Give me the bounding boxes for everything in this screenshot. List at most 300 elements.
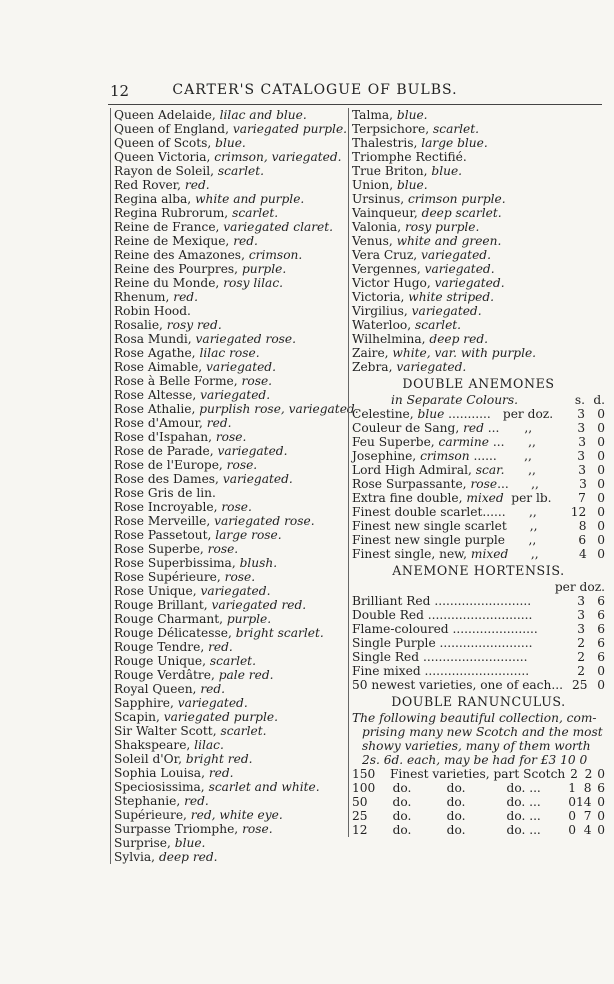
variety-name: Regina alba, [114, 192, 192, 206]
variety-name: Rose Altesse, [114, 388, 197, 402]
hortensis-name: Double Red ........................... [352, 608, 533, 622]
variety-name: Rose Unique, [114, 584, 197, 598]
ditto: do. [446, 781, 466, 795]
list-item [114, 724, 344, 738]
variety-name: Stephanie, [114, 794, 181, 808]
double-anemones-subheader [352, 393, 605, 407]
col-d-label: d. [593, 393, 605, 407]
variety-name: Rose à Belle Forme, [114, 374, 238, 388]
quantity: 12 [352, 823, 368, 837]
variety-name: Valonia, [352, 220, 402, 234]
list-item [114, 220, 344, 234]
price-shillings: 3 [578, 463, 587, 477]
table-row [352, 491, 605, 505]
list-item [114, 402, 359, 416]
variety-name: Scapin, [114, 710, 160, 724]
variety-description: variegated. [206, 360, 276, 374]
variety-description: purple. [241, 262, 287, 276]
anemone-unit: ,, [528, 505, 537, 519]
list-item [114, 766, 344, 780]
variety-name: Rose d'Ispahan, [114, 430, 212, 444]
ditto: do. [446, 809, 466, 823]
variety-description: lilac. [194, 738, 224, 752]
variety-name: Rouge Verdâtre, [114, 668, 215, 682]
variety-name: Reine du Monde, [114, 276, 220, 290]
variety-description: red, white eye. [190, 808, 283, 822]
variety-name: Queen Adelaide, [114, 108, 216, 122]
list-item [114, 416, 344, 430]
variety-name: Reine des Amazones, [114, 248, 245, 262]
anemone-variety: Rose Surpassante, [352, 477, 467, 491]
variety-description: white and green. [396, 234, 502, 248]
price-pence: 0 [597, 421, 605, 435]
list-item [114, 164, 344, 178]
double-ranunculus-heading: DOUBLE RANUNCULUS. [391, 694, 566, 709]
anemone-variety: Lord High Admiral, [352, 463, 472, 477]
list-item [352, 220, 605, 234]
variety-name: Rose des Dames, [114, 472, 219, 486]
list-item [114, 640, 344, 654]
price-shillings: 4 [583, 823, 592, 837]
list-item [352, 164, 605, 178]
list-item [114, 122, 348, 136]
variety-description: rosy red. [166, 318, 222, 332]
anemone-colour: red [463, 421, 484, 435]
variety-description: rose. [207, 542, 239, 556]
list-item [114, 486, 344, 500]
anemone-name [352, 449, 499, 463]
variety-description: red. [208, 766, 234, 780]
anemone-hortensis-list [352, 594, 605, 692]
leader-dots: ... [497, 477, 509, 491]
variety-name: Rose Incroyable, [114, 500, 218, 514]
table-row [352, 608, 605, 622]
right-varieties-list [352, 108, 605, 374]
list-item [114, 290, 344, 304]
variety-name: Vera Cruz, [352, 248, 418, 262]
variety-description: red. [206, 416, 232, 430]
variety-name: Robin Hood. [114, 304, 191, 318]
variety-description: pale red. [218, 668, 274, 682]
variety-name: Terpsichore, [352, 122, 430, 136]
anemone-variety: Couleur de Sang, [352, 421, 460, 435]
hortensis-name: 50 newest varieties, one of each... [352, 678, 563, 692]
price-shillings: 4 [578, 547, 587, 561]
leader-dots: ... [488, 435, 505, 449]
leader-dots: ...... [469, 449, 497, 463]
table-row [352, 463, 605, 477]
row-description: Finest varieties, part Scotch [389, 767, 566, 781]
list-item [114, 262, 344, 276]
anemone-hortensis-unit: per doz. [554, 580, 605, 594]
price-pounds: 1 [568, 781, 577, 795]
price-shillings: 2 [584, 767, 593, 781]
list-item [352, 290, 605, 304]
variety-description: deep red. [158, 850, 218, 864]
variety-description: variegated. [222, 472, 293, 486]
list-item [114, 584, 344, 598]
list-item [114, 794, 344, 808]
variety-name: Rouge Unique, [114, 654, 207, 668]
hortensis-name: Flame-coloured ...................... [352, 622, 538, 636]
variety-description: blue. [396, 108, 428, 122]
col-s-label: s. [574, 393, 585, 407]
table-row [352, 678, 605, 692]
price-shillings: 2 [577, 650, 585, 664]
variety-name: Zebra, [352, 360, 393, 374]
variety-description: white and purple. [195, 192, 305, 206]
anemone-name [352, 463, 505, 477]
variety-name: Rose d'Amour, [114, 416, 203, 430]
price-pence: 0 [597, 463, 605, 477]
anemone-name [352, 407, 499, 421]
variety-name: Queen of England, [114, 122, 229, 136]
price-pence: 0 [597, 505, 605, 519]
anemone-colour: crimson [420, 449, 470, 463]
variety-name: Rose Passetout, [114, 528, 212, 542]
table-row [352, 781, 605, 795]
paragraph-line: 2s. 6d. each, may be had for £3 10 0 [362, 753, 588, 767]
price-pence: 0 [597, 767, 606, 781]
hortensis-name: Single Purple ........................ [352, 636, 533, 650]
hortensis-name: Single Red ........................... [352, 650, 528, 664]
price-shillings: 8 [583, 781, 592, 795]
list-item [114, 780, 344, 794]
list-item [114, 360, 344, 374]
list-item [352, 248, 605, 262]
variety-description: variegated. [424, 262, 495, 276]
variety-description: blush. [239, 556, 278, 570]
price-shillings: 8 [578, 519, 587, 533]
ditto: do. [446, 795, 466, 809]
variety-name: Reine de France, [114, 220, 220, 234]
table-row [352, 809, 605, 823]
price-pence: 0 [597, 795, 606, 809]
hortensis-name: Fine mixed ........................... [352, 664, 530, 678]
anemone-colour: scar. [475, 463, 505, 477]
table-row [352, 547, 605, 561]
variety-name: Rouge Charmant, [114, 612, 223, 626]
price-shillings: 12 [570, 505, 587, 519]
list-item [352, 346, 605, 360]
table-row [352, 664, 605, 678]
anemone-name [352, 519, 507, 533]
anemone-name [352, 505, 506, 519]
price-shillings: 6 [578, 533, 587, 547]
quantity: 150 [352, 767, 376, 781]
anemone-name [352, 435, 504, 449]
table-row [352, 435, 605, 449]
variety-name: Rose de Parade, [114, 444, 214, 458]
price-pence: 0 [597, 519, 605, 533]
variety-description: variegated. [396, 360, 467, 374]
list-item [114, 388, 344, 402]
variety-description: rose. [241, 374, 273, 388]
anemone-unit: ,, [524, 421, 533, 435]
quantity: 25 [352, 809, 368, 823]
variety-description: scarlet. [220, 724, 267, 738]
price-shillings: 25 [571, 678, 588, 692]
variety-description: white striped. [408, 290, 495, 304]
list-item [352, 178, 605, 192]
anemone-unit: ,, [529, 519, 538, 533]
right-column [348, 108, 605, 837]
price-shillings: 7 [578, 491, 586, 505]
list-item [114, 332, 344, 346]
list-item [114, 738, 344, 752]
variety-description: variegated purple. [163, 710, 278, 724]
variety-description: large rose. [215, 528, 282, 542]
list-item [114, 836, 344, 850]
table-row [352, 505, 605, 519]
table-row [352, 636, 605, 650]
variety-description: variegated purple. [232, 122, 348, 136]
variety-name: Sapphire, [114, 696, 174, 710]
variety-name: Rhenum, [114, 290, 170, 304]
price-pounds: 0 [568, 809, 577, 823]
variety-description: variegated. [200, 388, 271, 402]
list-item [114, 374, 344, 388]
ditto: do. [392, 781, 412, 795]
price-shillings: 3 [577, 421, 586, 435]
variety-name: Rose Supérieure, [114, 570, 221, 584]
double-anemones-subheading: in Separate Colours. [390, 393, 519, 407]
double-ranunculus-table [352, 767, 605, 837]
hortensis-name: Brilliant Red ......................... [352, 594, 532, 608]
price-shillings: 3 [577, 449, 585, 463]
table-row [352, 421, 605, 435]
variety-description: red. [184, 794, 209, 808]
list-item [114, 808, 344, 822]
list-item [114, 612, 344, 626]
list-item [114, 318, 344, 332]
variety-name: Thalestris, [352, 136, 418, 150]
variety-name: Queen of Scots, [114, 136, 212, 150]
list-item [114, 850, 344, 864]
anemone-colour: rose [470, 477, 498, 491]
anemone-variety: Extra fine double, [352, 491, 463, 505]
anemone-variety: Finest single, new, [352, 547, 468, 561]
variety-description: variegated. [217, 444, 288, 458]
anemone-variety: Josephine, [352, 449, 417, 463]
price-pence: 6 [597, 781, 605, 795]
variety-name: Rose Aimable, [114, 360, 203, 374]
price-pence: 6 [597, 594, 605, 608]
list-item [352, 276, 605, 290]
list-item [114, 668, 344, 682]
list-item [114, 136, 344, 150]
anemone-variety: Finest double scarlet...... [352, 505, 506, 519]
price-pounds: 0 [568, 823, 577, 837]
variety-description: deep red. [429, 332, 489, 346]
price-pence: 0 [597, 664, 605, 678]
variety-name: Rayon de Soleil, [114, 164, 215, 178]
variety-name: Zaire, [352, 346, 389, 360]
variety-description: rose. [215, 430, 247, 444]
table-row [352, 594, 605, 608]
variety-description: variegated. [434, 276, 505, 290]
list-item [114, 150, 344, 164]
price-shillings: 7 [583, 809, 592, 823]
list-item [352, 304, 605, 318]
variety-description: blue. [174, 836, 206, 850]
list-item [352, 150, 605, 164]
variety-description: variegated claret. [223, 220, 334, 234]
anemone-unit: ,, [528, 463, 536, 477]
list-item [114, 248, 344, 262]
price-shillings: 3 [579, 477, 587, 491]
variety-name: Victor Hugo, [352, 276, 431, 290]
variety-description: purple. [226, 612, 272, 626]
anemone-variety: Celestine, [352, 407, 414, 421]
variety-description: scarlet. [209, 654, 256, 668]
variety-name: Vainqueur, [352, 206, 418, 220]
anemone-unit: ,, [531, 477, 539, 491]
variety-name: True Briton, [352, 164, 428, 178]
ditto: do. ... [506, 781, 541, 795]
list-item [114, 178, 344, 192]
anemone-colour: mixed [470, 547, 509, 561]
list-item [114, 458, 344, 472]
anemone-variety: Feu Superbe, [352, 435, 435, 449]
variety-name: Surpasse Triomphe, [114, 822, 239, 836]
list-item [114, 542, 344, 556]
list-item [114, 682, 344, 696]
anemone-name [352, 421, 499, 435]
variety-description: blue. [396, 178, 428, 192]
variety-description: variegated. [177, 696, 248, 710]
variety-description: deep scarlet. [421, 206, 502, 220]
variety-description: lilac and blue. [219, 108, 307, 122]
variety-description: rose. [224, 570, 256, 584]
double-anemones-heading: DOUBLE ANEMONES [402, 376, 555, 391]
list-item [114, 752, 344, 766]
variety-name: Sylvia, [114, 850, 156, 864]
variety-description: scarlet. [432, 122, 480, 136]
ditto: do. [392, 795, 412, 809]
quantity: 50 [352, 795, 368, 809]
price-pence: 0 [597, 407, 605, 421]
price-shillings: 3 [577, 622, 585, 636]
price-pence: 6 [597, 650, 605, 664]
list-item [114, 444, 344, 458]
variety-name: Triomphe Rectifié. [352, 150, 467, 164]
variety-description: red. [173, 290, 198, 304]
variety-name: Red Rover, [114, 178, 182, 192]
anemone-colour: mixed [466, 491, 504, 505]
table-row [352, 407, 605, 421]
variety-description: red. [200, 682, 226, 696]
table-row [352, 795, 605, 809]
variety-name: Rose Athalie, [114, 402, 196, 416]
list-item [114, 304, 344, 318]
list-item [352, 108, 605, 122]
anemone-colour: blue [417, 407, 445, 421]
price-shillings: 3 [578, 435, 587, 449]
variety-name: Vergennes, [352, 262, 421, 276]
variety-description: bright scarlet. [235, 626, 324, 640]
variety-description: variegated red. [211, 598, 307, 612]
list-item [114, 346, 344, 360]
variety-description: scarlet and white. [208, 780, 320, 794]
anemone-unit: ,, [528, 435, 536, 449]
variety-name: Wilhelmina, [352, 332, 426, 346]
anemone-variety: Finest new single purple [352, 533, 505, 547]
list-item [114, 710, 344, 724]
table-row [352, 519, 605, 533]
list-item [114, 696, 344, 710]
price-pence: 0 [597, 547, 605, 561]
price-shillings: 3 [577, 608, 585, 622]
list-item [114, 234, 344, 248]
paragraph-line: showy varieties, many of them worth [362, 739, 591, 753]
ditto: do. ... [506, 823, 541, 837]
list-item [114, 472, 344, 486]
quantity: 100 [352, 781, 376, 795]
variety-description: purplish rose, variegated. [199, 402, 359, 416]
anemone-unit: per doz. [502, 407, 554, 421]
variety-name: Rose Superbe, [114, 542, 204, 556]
variety-description: scarlet. [217, 164, 264, 178]
variety-description: variegated rose. [214, 514, 315, 528]
price-pence: 6 [597, 622, 605, 636]
variety-name: Venus, [352, 234, 393, 248]
variety-description: blue. [215, 136, 246, 150]
price-shillings: 14 [575, 795, 592, 809]
list-item [114, 822, 344, 836]
variety-description: variegated. [200, 584, 271, 598]
price-shillings: 3 [577, 407, 585, 421]
variety-name: Talma, [352, 108, 394, 122]
table-row [352, 622, 605, 636]
list-item [114, 514, 344, 528]
variety-description: variegated. [421, 248, 491, 262]
ditto: do. ... [506, 795, 541, 809]
table-row [352, 533, 605, 547]
variety-name: Rosalie, [114, 318, 163, 332]
variety-description: red. [233, 234, 258, 248]
variety-description: rosy lilac. [223, 276, 284, 290]
anemone-unit: ,, [528, 533, 537, 547]
ditto: do. [392, 823, 412, 837]
ditto: do. [446, 823, 466, 837]
variety-description: rose. [221, 500, 252, 514]
leader-dots: ... [483, 421, 500, 435]
table-row [352, 449, 605, 463]
price-pence: 0 [597, 823, 605, 837]
variety-description: white, var. with purple. [392, 346, 537, 360]
variety-name: Virgilius, [352, 304, 408, 318]
list-item [114, 598, 344, 612]
price-pence: 0 [597, 449, 605, 463]
price-pounds: 0 [568, 795, 576, 809]
list-item [114, 654, 344, 668]
variety-name: Surprise, [114, 836, 171, 850]
list-item [114, 108, 344, 122]
variety-name: Ursinus, [352, 192, 405, 206]
variety-name: Waterloo, [352, 318, 412, 332]
paragraph-line: The following beautiful collection, com- [352, 711, 597, 725]
list-item [352, 136, 605, 150]
variety-name: Supérieure, [114, 808, 187, 822]
variety-name: Rose Agathe, [114, 346, 196, 360]
header-rule [108, 104, 602, 105]
variety-description: scarlet. [232, 206, 279, 220]
price-pence: 6 [597, 636, 605, 650]
variety-description: rosy purple. [404, 220, 480, 234]
anemone-name [352, 491, 504, 505]
leader-dots: ........... [444, 407, 491, 421]
